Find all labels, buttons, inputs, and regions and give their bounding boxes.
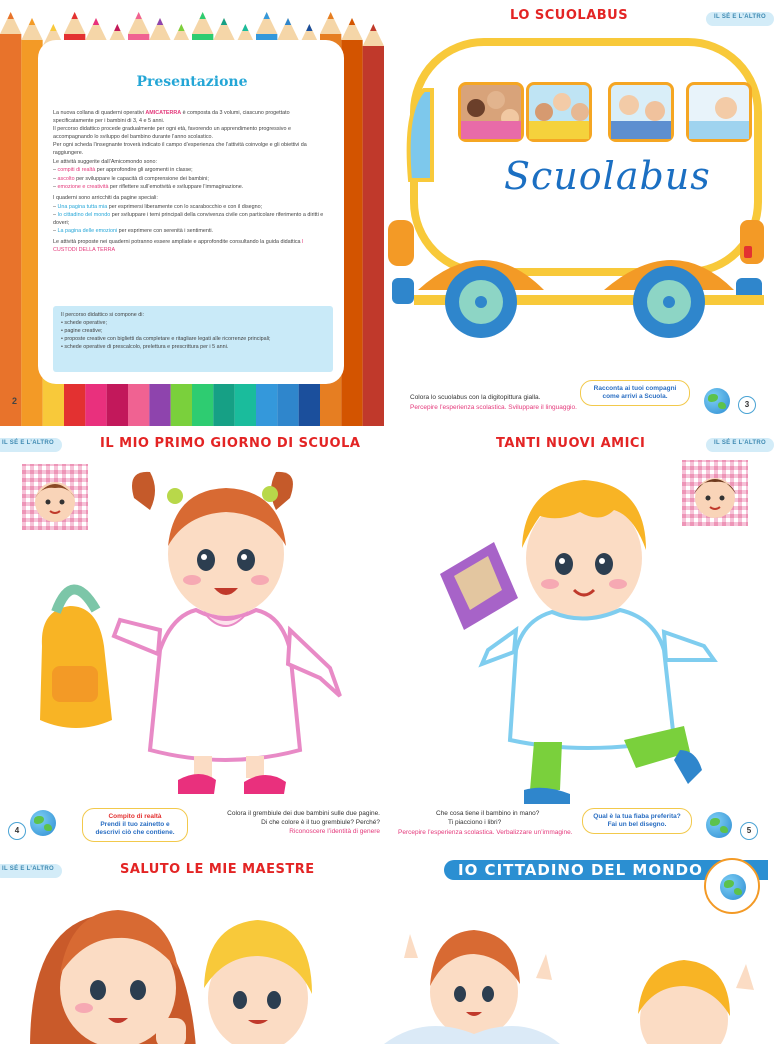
intro-paragraph: Il percorso didattico procede gradualmente per ogni età, favorendo un apprendimento progressivo e accompagnando lo sviluppo del bambino durante l’anno scolastico. xyxy=(53,126,291,140)
special-item: – Io cittadino del mondo per sviluppare i temi principali della convivenza civile con particolare riferimento a diritti e doveri; xyxy=(53,212,324,226)
page-title: Presentazione xyxy=(136,74,248,90)
section-tag: IL SÉ E L’ALTRO xyxy=(706,438,774,452)
activity-item: – ascolto per sviluppare le capacità di comprensione dei bambini; xyxy=(53,175,209,182)
activity-text: per riflettere sull’emotività e sviluppare l’immaginazione. xyxy=(108,184,244,191)
page-7-cittadino-mondo xyxy=(384,854,768,1024)
intro-text-part: La nuova collana di quaderni operativi xyxy=(53,110,146,116)
pencil-lead xyxy=(370,24,376,31)
activity-item: – compiti di realtà per approfondire gli argomenti in classe; xyxy=(53,167,193,174)
pencil-lead xyxy=(50,24,56,31)
pencil-lead xyxy=(29,18,35,25)
guide-title: I CUSTODI DELLA TERRA xyxy=(53,238,304,253)
pencil-lead xyxy=(242,24,248,31)
pencil-lead xyxy=(135,12,141,19)
intro-text-part: è composta da 3 volumi, ciascuno progettato specificatamente per i bambini di 3, 4 e 5 anni. xyxy=(53,110,290,124)
child-face xyxy=(619,95,639,115)
activity-text: per approfondire gli argomenti in classe; xyxy=(95,167,193,174)
caption-text: Colora il grembiule dei due bambini sulle due pagine. xyxy=(227,810,380,817)
bubble-text: Prendi il tuo zainetto e descrivi ciò che contiene. xyxy=(95,821,175,836)
activity-label: emozione e creatività xyxy=(57,184,109,191)
bus-window-photo xyxy=(526,82,592,142)
pencil-lead xyxy=(71,12,77,19)
activity-label: ascolto xyxy=(57,175,75,182)
bus-window-photo xyxy=(608,82,674,142)
caption-text: Di che colore è il tuo grembiule? Perché? xyxy=(261,819,380,826)
child-face xyxy=(571,103,589,121)
page-number: 5 xyxy=(740,822,758,840)
special-intro: I quaderni sono arricchiti da pagine speciali: xyxy=(53,194,158,201)
pencil-body xyxy=(363,46,384,472)
globe-mascot-icon xyxy=(30,810,56,836)
intro-text xyxy=(53,110,329,255)
page-title: SALUTO LE MIE MAESTRE xyxy=(120,862,315,877)
child-face xyxy=(487,91,505,109)
child-clothes xyxy=(689,121,749,139)
globe-mascot-icon xyxy=(706,812,732,838)
section-tag: IL SÉ E L’ALTRO xyxy=(0,438,62,452)
child-face xyxy=(645,101,665,121)
activity-caption xyxy=(194,810,380,835)
activity-text: per sviluppare le capacità di comprensione dei bambini; xyxy=(74,175,209,182)
pencil-lead xyxy=(221,18,227,25)
child-clothes xyxy=(611,121,671,139)
child-face xyxy=(535,103,553,121)
pencil-lead xyxy=(327,12,333,19)
page-6-saluto-maestre xyxy=(0,854,384,1024)
page-2-presentazione xyxy=(0,0,384,426)
objective-text: Riconoscere l’identità di genere xyxy=(289,828,380,835)
pencil-body xyxy=(341,40,362,466)
spread-1 xyxy=(0,0,768,411)
pencil-lead xyxy=(157,18,163,25)
pencil-lead xyxy=(199,12,205,19)
section-tag: IL SÉ E L’ALTRO xyxy=(0,864,62,878)
intro-paragraph: Le attività suggerite dall’Amicomondo sono: xyxy=(53,158,157,165)
spread-3 xyxy=(0,854,768,1024)
pencil-body xyxy=(0,34,21,460)
caption-text: Che cosa tiene il bambino in mano? xyxy=(436,810,540,817)
pencil-lead xyxy=(285,18,291,25)
bus-window-photo xyxy=(458,82,524,142)
page-title: LO SCUOLABUS xyxy=(510,8,629,23)
special-label: Io cittadino del mondo xyxy=(57,212,111,219)
pencil-lead xyxy=(349,18,355,25)
special-item: – La pagina delle emozioni per esprimere con serenità i sentimenti. xyxy=(53,228,214,235)
activity-caption xyxy=(410,394,577,411)
bus-script-label: Scuolabus xyxy=(504,154,711,198)
page-4-primo-giorno xyxy=(0,430,384,850)
activity-caption xyxy=(398,810,573,836)
pencil-lead xyxy=(306,24,312,31)
activity-item: – emozione e creatività per riflettere sull’emotività e sviluppare l’immaginazione. xyxy=(53,184,244,191)
course-box xyxy=(53,306,333,372)
course-box-line: • pagine creative; xyxy=(61,328,103,334)
speech-bubble: Qual è la tua fiaba preferita? Fai un bel disegno. xyxy=(582,808,692,834)
globe-mascot-icon xyxy=(704,388,730,414)
speech-bubble: Racconta ai tuoi compagni come arrivi a Scuola. xyxy=(580,380,690,406)
pencil-lead xyxy=(93,18,99,25)
special-text: per esprimere con serenità i sentimenti. xyxy=(117,228,214,235)
pencil-lead xyxy=(178,24,184,31)
child-clothes xyxy=(529,121,589,139)
page-number: 3 xyxy=(738,396,756,414)
special-text: per esprimersi liberamente con lo scarabocchio e con il disegno; xyxy=(107,203,263,210)
pencil-lead xyxy=(7,12,13,19)
bubble-heading: Compito di realtà xyxy=(108,813,162,820)
child-face xyxy=(715,97,737,119)
page-title: IL MIO PRIMO GIORNO DI SCUOLA xyxy=(100,436,361,451)
bus-window-photo xyxy=(686,82,752,142)
objective-text: Percepire l’esperienza scolastica. Verbalizzare un’immagine. xyxy=(398,829,573,836)
page-number: 2 xyxy=(12,396,18,406)
spread-2 xyxy=(0,430,768,850)
course-box-line: Il percorso didattico si compone di: xyxy=(61,312,144,318)
special-item: – Una pagina tutta mia per esprimersi liberamente con lo scarabocchio e con il disegno; xyxy=(53,203,263,210)
special-label: Una pagina tutta mia xyxy=(57,203,108,210)
special-text: per sviluppare i temi principali della convivenza civile con particolare riferimento a diritti e doveri; xyxy=(53,212,324,226)
brand-name: AMICATERRA xyxy=(145,110,182,116)
section-banner: IO CITTADINO DEL MONDO xyxy=(444,860,768,880)
speech-bubble xyxy=(82,808,188,842)
course-box-line: • schede operative; xyxy=(61,320,107,326)
children-waving-illustration xyxy=(0,878,384,1028)
pencil-lead xyxy=(114,24,120,31)
pencil-lead xyxy=(263,12,269,19)
child-clothes xyxy=(461,121,521,139)
children-waving-illustration xyxy=(384,894,768,1044)
page-number: 4 xyxy=(8,822,26,840)
intro-paragraph: Per ogni scheda l’insegnante troverà indicato il campo d’esperienza che l’attività coinvolge e gli obiettivi da raggiungere. xyxy=(53,142,307,156)
girl-in-apron-illustration xyxy=(0,450,384,830)
page-3-scuolabus xyxy=(384,0,768,426)
boy-in-apron-illustration xyxy=(384,450,768,830)
activity-label: compiti di realtà xyxy=(57,167,96,174)
closing-text: Le attività proposte nei quaderni potranno essere ampliate e approfondite consultando la guida didattica xyxy=(53,238,303,245)
closing-paragraph xyxy=(53,239,329,254)
child-face xyxy=(467,99,485,117)
child-face xyxy=(553,93,571,111)
special-label: La pagina delle emozioni xyxy=(57,228,118,235)
course-box-line: • schede operative di prescalcolo, prelettura e prescrittura per i 5 anni. xyxy=(61,344,229,350)
page-5-nuovi-amici xyxy=(384,430,768,850)
section-tag: IL SÉ E L’ALTRO xyxy=(706,12,774,26)
objective-text: Percepire l’esperienza scolastica. Sviluppare il linguaggio. xyxy=(410,404,577,411)
intro-paragraph xyxy=(53,110,329,125)
caption-text: Ti piacciono i libri? xyxy=(448,819,502,826)
page-title: TANTI NUOVI AMICI xyxy=(496,436,646,451)
course-box-line: • proposte creative con biglietti da completare e ritagliare legati alle ricorrenze principali; xyxy=(61,336,271,342)
caption-text: Colora lo scuolabus con la digitopittura gialla. xyxy=(410,394,541,401)
